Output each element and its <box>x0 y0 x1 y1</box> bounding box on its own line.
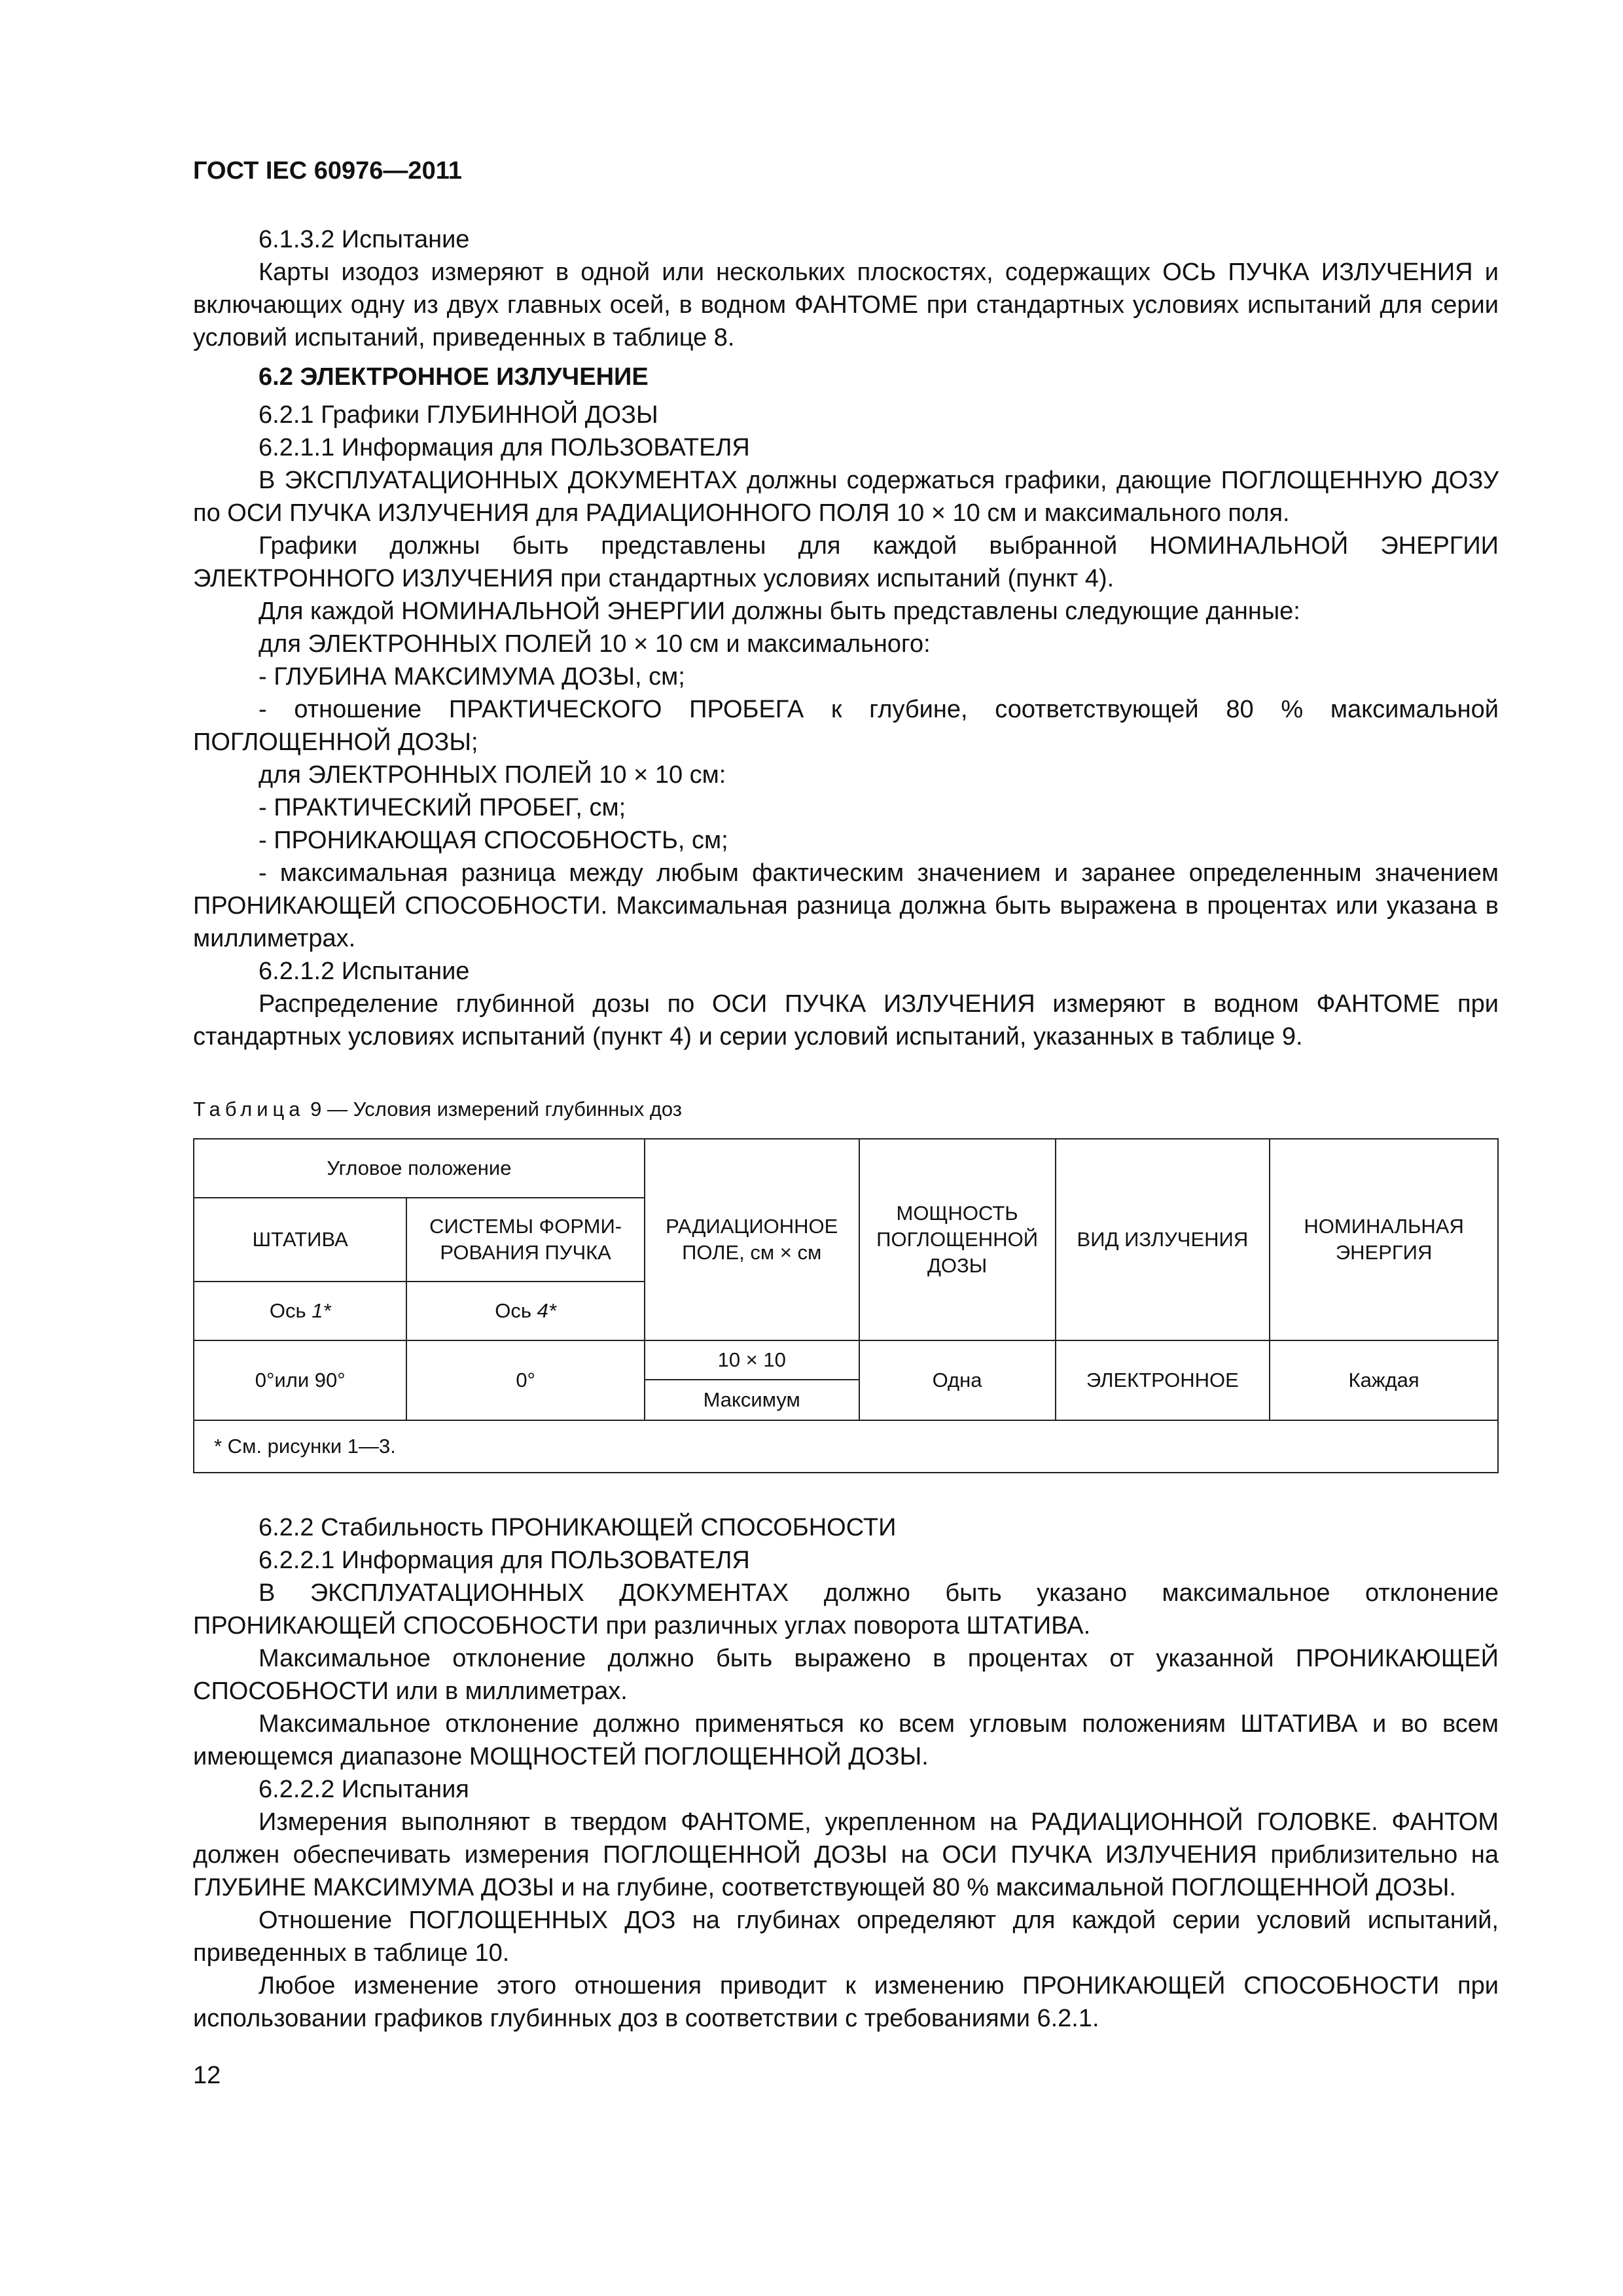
list-item: - ГЛУБИНА МАКСИМУМА ДОЗЫ, см; <box>259 663 685 691</box>
section-6-2-title: 6.2 ЭЛЕКТРОННОЕ ИЗЛУЧЕНИЕ <box>259 363 649 391</box>
header-gantry: ШТАТИВА <box>194 1198 406 1282</box>
paragraph: Графики должны быть представлены для каждой выбранной НОМИНАЛЬНОЙ ЭНЕРГИИ ЭЛЕКТРОННОГО ИЗЛУЧЕНИЯ при стандартных условиях испытаний (пункт 4). <box>193 532 1499 592</box>
list-item: - ПРАКТИЧЕСКИЙ ПРОБЕГ, см; <box>259 794 626 821</box>
clause-6-1-3-2-heading: 6.1.3.2 Испытание <box>259 226 470 253</box>
cell-field-10x10: 10 × 10 <box>645 1340 859 1380</box>
axis-4-prefix: Ось <box>495 1299 537 1322</box>
header-radiation-field: РАДИАЦИОННОЕ ПОЛЕ, см × см <box>645 1139 859 1340</box>
list-intro: для ЭЛЕКТРОННЫХ ПОЛЕЙ 10 × 10 см и максимального: <box>259 630 931 658</box>
axis-4-label <box>406 1282 644 1340</box>
cell-dose-rate: Одна <box>859 1340 1056 1420</box>
clause-6-2-1-2-heading: 6.2.1.2 Испытание <box>259 958 470 985</box>
header-radiation-type: ВИД ИЗЛУЧЕНИЯ <box>1056 1139 1270 1340</box>
list-item: - отношение ПРАКТИЧЕСКОГО ПРОБЕГА к глубине, соответствующей 80 % максимальной ПОГЛОЩЕННОЙ ДОЗЫ; <box>193 696 1499 756</box>
page-number: 12 <box>193 2062 221 2089</box>
cell-collimator-angle: 0° <box>406 1340 644 1420</box>
header-dose-rate: МОЩНОСТЬ ПОГЛОЩЕННОЙ ДОЗЫ <box>859 1139 1056 1340</box>
table-caption-text: 9 — Условия измерений глубинных доз <box>304 1098 683 1121</box>
table-caption-word: Таблица <box>193 1098 305 1121</box>
list-intro: для ЭЛЕКТРОННЫХ ПОЛЕЙ 10 × 10 см: <box>259 761 726 789</box>
clause-6-1-3-2-text: Карты изодоз измеряют в одной или нескольких плоскостях, содержащих ОСЬ ПУЧКА ИЗЛУЧЕНИЯ и включающих одну из двух главных осей, в водном ФАНТОМЕ при стандартных условиях испытаний для серии условий испытаний, приведенных в таблице 8. <box>193 259 1499 351</box>
clause-6-2-2-1-heading: 6.2.2.1 Информация для ПОЛЬЗОВАТЕЛЯ <box>259 1547 750 1574</box>
cell-field-maximum: Максимум <box>645 1380 859 1420</box>
axis-1-prefix: Ось <box>269 1299 312 1322</box>
paragraph: Отношение ПОГЛОЩЕННЫХ ДОЗ на глубинах определяют для каждой серии условий испытаний, приведенных в таблице 10. <box>193 1907 1499 1967</box>
paragraph: Распределение глубинной дозы по ОСИ ПУЧКА ИЗЛУЧЕНИЯ измеряют в водном ФАНТОМЕ при стандартных условиях испытаний (пункт 4) и серии условий испытаний, указанных в таблице 9. <box>193 990 1499 1050</box>
paragraph: Для каждой НОМИНАЛЬНОЙ ЭНЕРГИИ должны быть представлены следующие данные: <box>259 598 1300 625</box>
header-angular-position: Угловое положение <box>194 1139 645 1198</box>
document-header: ГОСТ IEC 60976—2011 <box>193 157 462 185</box>
table-caption <box>193 1096 1499 1122</box>
list-item: - максимальная разница между любым фактическим значением и заранее определенным значением ПРОНИКАЮЩЕЙ СПОСОБНОСТИ. Максимальная разница должна быть выражена в процентах или указана в миллиметрах. <box>193 859 1499 952</box>
cell-nominal-energy: Каждая <box>1270 1340 1498 1420</box>
paragraph: Измерения выполняют в твердом ФАНТОМЕ, укрепленном на РАДИАЦИОННОЙ ГОЛОВКЕ. ФАНТОМ должен обеспечивать измерения ПОГЛОЩЕННОЙ ДОЗЫ на ОСИ ПУЧКА ИЗЛУЧЕНИЯ приблизительно на ГЛУБИНЕ МАКСИМУМА ДОЗЫ и на глубине, соответствующей 80 % максимальной ПОГЛОЩЕННОЙ ДОЗЫ. <box>193 1808 1499 1901</box>
table-footnote: * См. рисунки 1—3. <box>194 1420 1498 1473</box>
clause-6-2-1-heading: 6.2.1 Графики ГЛУБИННОЙ ДОЗЫ <box>259 401 658 429</box>
paragraph: Максимальное отклонение должно быть выражено в процентах от указанной ПРОНИКАЮЩЕЙ СПОСОБНОСТИ или в миллиметрах. <box>193 1645 1499 1705</box>
axis-1-number: 1* <box>312 1299 331 1322</box>
cell-gantry-angle: 0°или 90° <box>194 1340 406 1420</box>
paragraph: Любое изменение этого отношения приводит к изменению ПРОНИКАЮЩЕЙ СПОСОБНОСТИ при использовании графиков глубинных доз в соответствии с требованиями 6.2.1. <box>193 1972 1499 2032</box>
clause-6-2-2-2-heading: 6.2.2.2 Испытания <box>259 1776 469 1803</box>
paragraph: В ЭКСПЛУАТАЦИОННЫХ ДОКУМЕНТАХ должны содержаться графики, дающие ПОГЛОЩЕННУЮ ДОЗУ по ОСИ ПУЧКА ИЗЛУЧЕНИЯ для РАДИАЦИОННОГО ПОЛЯ 10 × 10 см и максимального поля. <box>193 467 1499 527</box>
paragraph: В ЭКСПЛУАТАЦИОННЫХ ДОКУМЕНТАХ должно быть указано максимальное отклонение ПРОНИКАЮЩЕЙ СПОСОБНОСТИ при различных углах поворота ШТАТИВА. <box>193 1579 1499 1640</box>
table-9 <box>193 1138 1499 1473</box>
clause-6-2-2-heading: 6.2.2 Стабильность ПРОНИКАЮЩЕЙ СПОСОБНОСТИ <box>259 1514 897 1541</box>
header-nominal-energy: НОМИНАЛЬНАЯ ЭНЕРГИЯ <box>1270 1139 1498 1340</box>
axis-1-label <box>194 1282 406 1340</box>
clause-6-2-1-1-heading: 6.2.1.1 Информация для ПОЛЬЗОВАТЕЛЯ <box>259 434 750 461</box>
document-page <box>193 157 1499 2035</box>
cell-radiation-type: ЭЛЕКТРОННОЕ <box>1056 1340 1270 1420</box>
paragraph: Максимальное отклонение должно применяться ко всем угловым положениям ШТАТИВА и во всем имеющемся диапазоне МОЩНОСТЕЙ ПОГЛОЩЕННОЙ ДОЗЫ. <box>193 1710 1499 1770</box>
header-beam-limiting-system: СИСТЕМЫ ФОРМИ-РОВАНИЯ ПУЧКА <box>406 1198 644 1282</box>
axis-4-number: 4* <box>537 1299 556 1322</box>
list-item: - ПРОНИКАЮЩАЯ СПОСОБНОСТЬ, см; <box>259 827 728 854</box>
